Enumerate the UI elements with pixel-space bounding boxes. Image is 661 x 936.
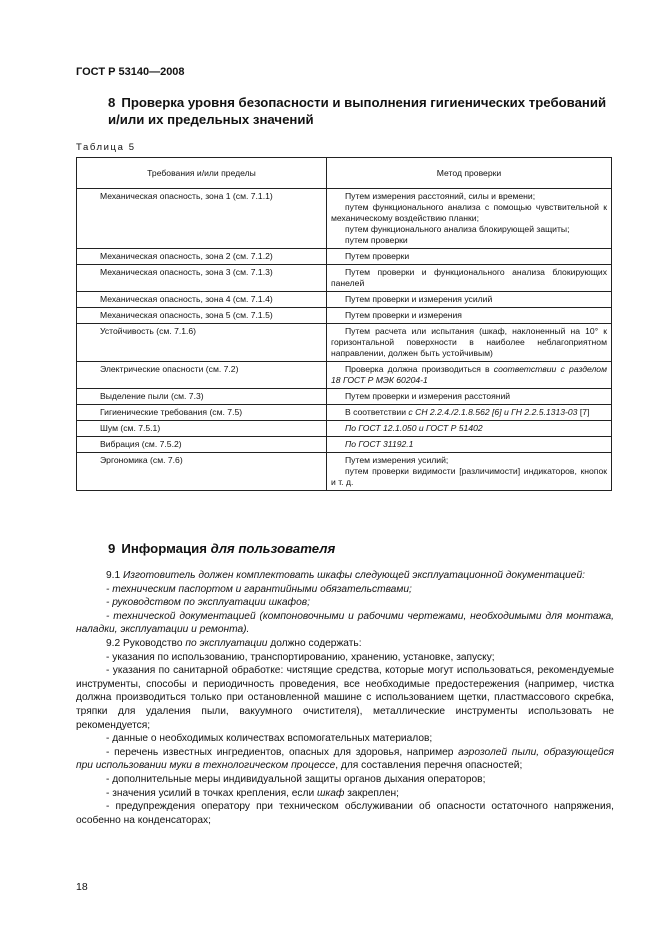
list-text: - перечень известных ингредиентов, опасных для здоровья, например [106,746,459,758]
method-line: Путем расчета или испытания (шкаф, наклоненный на 10° к горизонтальной поверхности в наиболее неблагоприятном направлении, должен быть устойчивым) [331,326,607,358]
method-cell [327,437,612,453]
table-row [77,308,612,324]
requirement-cell: Шум (см. 7.5.1) [77,421,327,437]
table-row [77,405,612,421]
list-text: - значения усилий в точках крепления, если [106,787,317,799]
table-header-row [77,158,612,189]
requirement-cell: Электрические опасности (см. 7.2) [77,362,327,389]
list-text-italic: шкаф [316,787,345,799]
method-text: Проверка должна производиться в [345,364,494,374]
method-reference: По ГОСТ 31192.1 [345,439,414,449]
table-row [77,249,612,265]
method-line [331,407,607,418]
table-row [77,189,612,249]
section-8-heading [108,94,618,128]
list-item: - руководством по эксплуатации шкафов; [106,597,310,609]
requirement-cell: Вибрация (см. 7.5.2) [77,437,327,453]
list-item [76,787,614,801]
method-cell [327,324,612,362]
method-cell [327,308,612,324]
requirement-cell: Механическая опасность, зона 3 (см. 7.1.3) [77,265,327,292]
method-text: В соответствии [345,407,409,417]
method-line: Путем измерения расстояний, силы и времени; [345,191,536,201]
method-cell [327,389,612,405]
section-9-heading [108,541,335,556]
paragraph-text: Изготовитель должен комплектовать шкафы следующей эксплуатационной документацией: [123,570,585,581]
method-cell [327,405,612,421]
method-line: Путем измерения усилий; [345,455,449,465]
method-line: Путем проверки и измерения расстояний [345,391,511,401]
section-8-number: 8 [108,95,116,110]
requirement-cell: Гигиенические требования (см. 7.5) [77,405,327,421]
section-9-number: 9 [108,541,116,556]
table-row [77,421,612,437]
list-item: - технической документацией (компоновочными и рабочими чертежами, необходимыми для монтажа, наладки, эксплуатации и ремонта). [76,610,614,636]
method-line: Путем проверки и измерения [345,310,462,320]
list-item: - указания по использованию, транспортированию, хранению, установке, запуску; [106,651,495,663]
paragraph-text: 9.2 Руководство [106,637,186,649]
table-row [77,389,612,405]
table-row [77,453,612,491]
list-text: , для составления перечня опасностей; [335,760,523,772]
method-line: путем функционального анализа с помощью чувствительной к механическому воздействию планки; [331,202,607,223]
requirement-cell: Механическая опасность, зона 5 (см. 7.1.5) [77,308,327,324]
list-item: - указания по санитарной обработке: чистящие средства, которые могут использоваться, рекомендуемые инструменты, способы и периодичность проведения, все необходимые предостережения (например, чистка должна производиться только при остановленной машине с использованием щетки, пластмассового скребка, тряпки для удаления пыли, вакуумного очистителя), металлические инструменты использовать не рекомендуется; [76,665,614,731]
method-cell [327,453,612,491]
paragraph-9-2 [76,637,614,651]
method-line: путем проверки [345,235,408,245]
requirements-table [76,157,612,491]
list-text-italic: аэрозолей пыли, образующейся при использовании муки в технологическом процессе [76,746,614,772]
header-method: Метод проверки [327,158,612,189]
requirement-cell: Выделение пыли (см. 7.3) [77,389,327,405]
list-item: - техническим паспортом и гарантийными обязательствами; [106,583,412,595]
method-cell [327,265,612,292]
paragraph-number: 9.1 [106,570,123,581]
table-row [77,324,612,362]
requirement-cell: Механическая опасность, зона 4 (см. 7.1.4) [77,292,327,308]
document-header: ГОСТ Р 53140—2008 [76,66,185,78]
method-cell [327,249,612,265]
method-line: путем функционального анализа блокирующей защиты; [345,224,570,234]
list-text: закреплен; [344,787,399,799]
method-cell [327,362,612,389]
method-line: Путем проверки [345,251,410,261]
paragraph-text-italic: по эксплуатации [185,637,268,649]
header-requirements: Требования и/или пределы [77,158,327,189]
method-cell [327,189,612,249]
table-row [77,265,612,292]
requirement-cell: Механическая опасность, зона 1 (см. 7.1.1) [77,189,327,249]
method-reference: с СН 2.2.4./2.1.8.562 [6] и ГН 2.2.5.1313-03 [408,407,578,417]
list-item: - предупреждения оператору при техническом обслуживании об опасности остаточного напряжения, особенно на конденсаторах; [76,801,614,826]
table-row [77,437,612,453]
method-reference: По ГОСТ 12.1.050 и ГОСТ Р 51402 [345,423,483,433]
table-row [77,362,612,389]
section-8-title: Проверка уровня безопасности и выполнения гигиенических требований и/или их предельных значений [108,95,607,127]
requirement-cell: Устойчивость (см. 7.1.6) [77,324,327,362]
method-cell [327,292,612,308]
table-row [77,292,612,308]
method-line: Путем проверки и функционального анализа блокирующих панелей [331,267,607,288]
requirement-cell: Эргономика (см. 7.6) [77,453,327,491]
method-reference: соответствии с разделом 18 ГОСТ Р МЭК 60204-1 [331,364,607,385]
paragraph-9-1 [76,569,614,583]
list-item: - дополнительные меры индивидуальной защиты органов дыхания операторов; [106,773,486,785]
list-item [76,746,614,773]
section-9-title: Информация [121,541,211,556]
method-cell [327,421,612,437]
page-number: 18 [76,881,88,893]
paragraph-text: должно содержать: [267,637,362,649]
method-text: [7] [577,407,590,417]
method-line: путем проверки видимости [различимости] индикаторов, кнопок и т. д. [331,466,607,487]
method-line: Путем проверки и измерения усилий [345,294,493,304]
table-caption: Таблица 5 [76,142,136,153]
section-9-title-italic: для пользователя [210,541,336,556]
requirement-cell: Механическая опасность, зона 2 (см. 7.1.2) [77,249,327,265]
section-9-body [76,569,614,827]
method-line [331,364,607,386]
list-item: - данные о необходимых количествах вспомогательных материалов; [106,733,433,745]
